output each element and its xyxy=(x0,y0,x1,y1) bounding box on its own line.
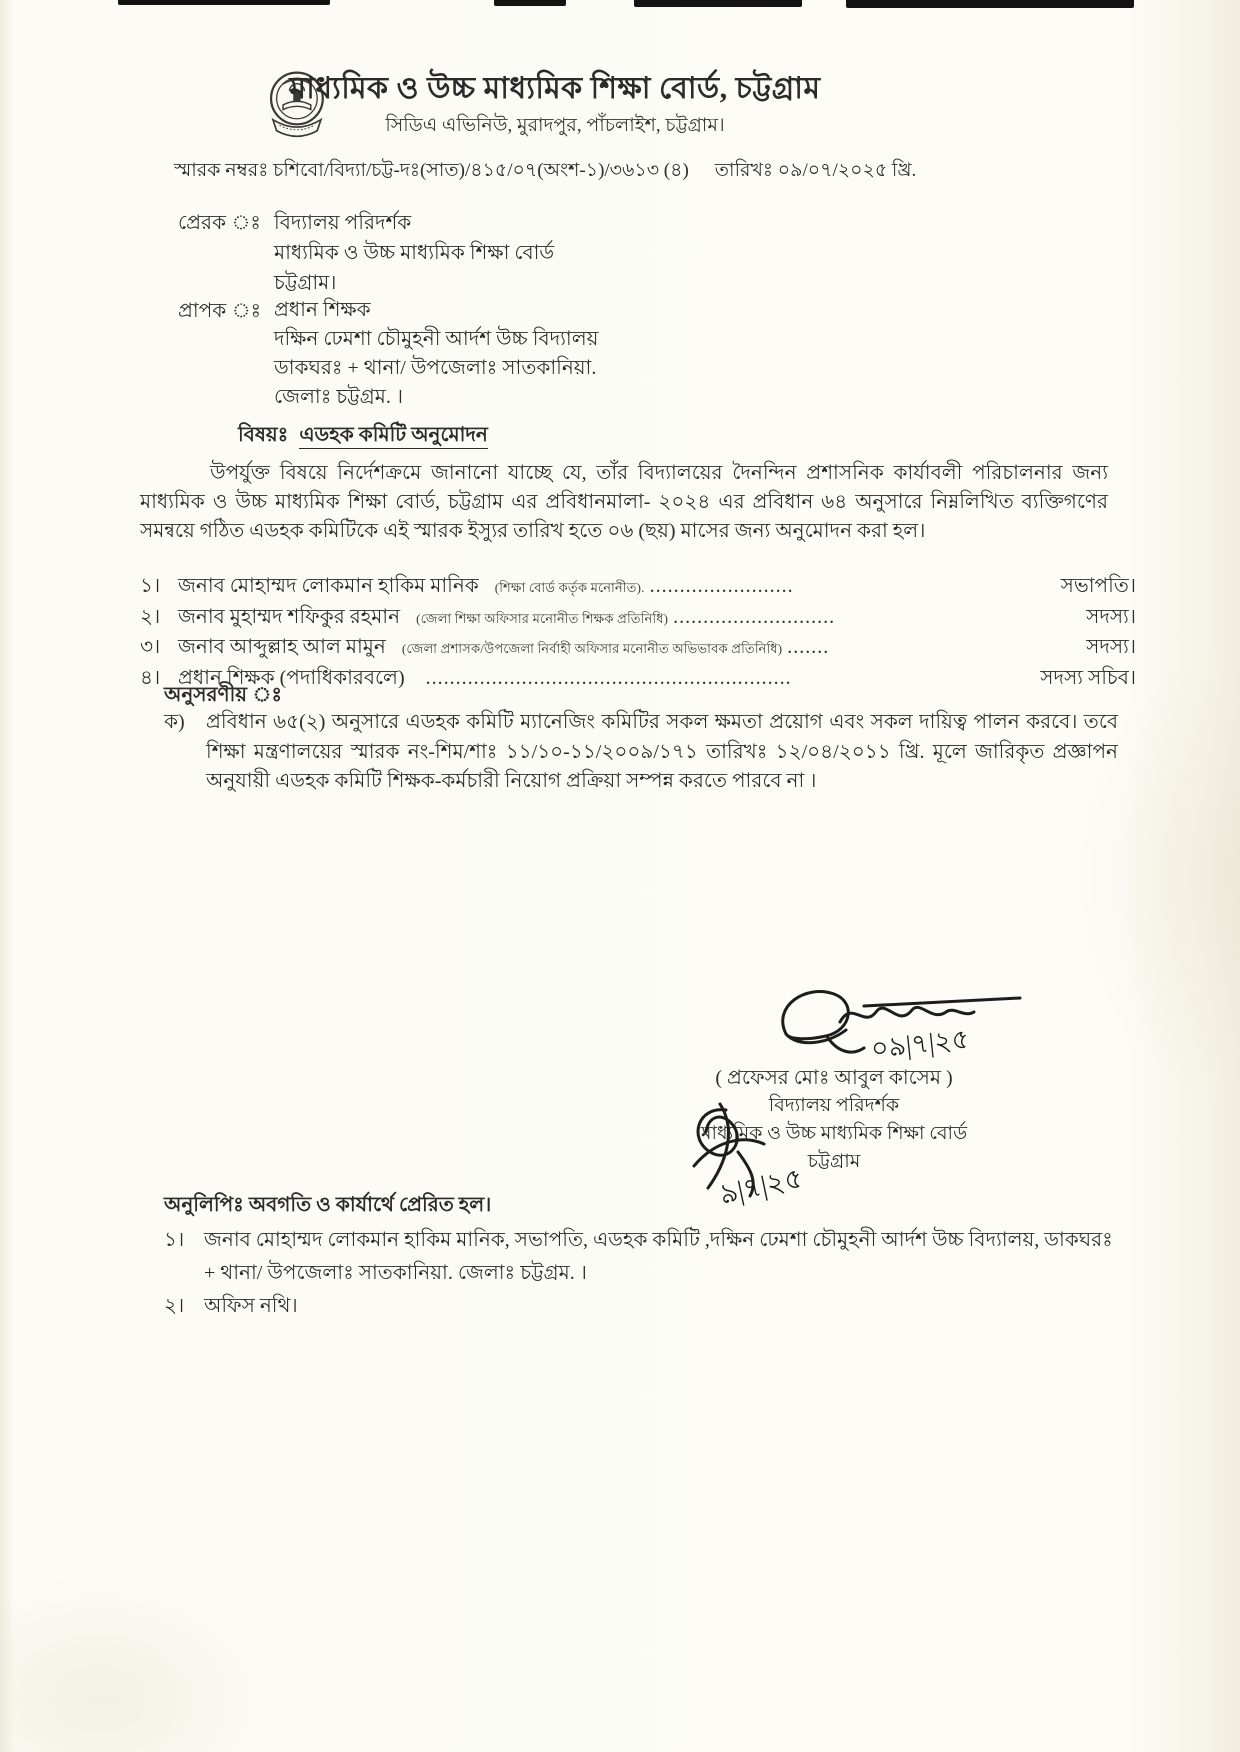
copies-heading: অনুলিপিঃ অবগতি ও কার্যার্থে প্রেরিত হল। xyxy=(164,1194,492,1216)
member-name: জনাব আব্দুল্লাহ আল মামুন xyxy=(178,636,386,658)
copies-list xyxy=(164,1224,1116,1323)
dotted-leader: ....... xyxy=(787,636,830,658)
board-name: মাধ্যমিক ও উচ্চ মাধ্যমিক শিক্ষা বোর্ড, চট্টগ্রাম xyxy=(289,72,821,105)
copy-row xyxy=(164,1290,1116,1323)
recipient-line: দক্ষিন ঢেমশা চৌমুহনী আর্দশ উচ্চ বিদ্যালয় xyxy=(274,328,599,350)
recipient-line: প্রধান শিক্ষক xyxy=(274,299,371,321)
committee-row xyxy=(140,664,1136,693)
copy-serial: ১। xyxy=(164,1229,185,1251)
signatory-title: বিদ্যালয় পরিদর্শক xyxy=(768,1095,900,1116)
recipient-lines xyxy=(274,296,598,412)
recipient-label: প্রাপক ঃ xyxy=(178,300,262,322)
follow-item-text: প্রবিধান ৬৫(২) অনুসারে এডহক কমিটি ম্যানেজিং কমিটির সকল ক্ষমতা প্রয়োগ এবং সকল দায়িত্ব পালন করবে। তবে শিক্ষা মন্ত্রণালয়ের স্মারক নং-শিম/শাঃ ১১/১০-১১/২০০৯/১৭১ তারিখঃ ১২/০৪/২০১১ খ্রি. মূলে জারিকৃত প্রজ্ঞাপন অনুযায়ী এডহক কমিটি শিক্ষক-কর্মচারী নিয়োগ প্রক্রিয়া সম্পন্ন করতে পারবে না । xyxy=(206,711,1118,792)
member-name: জনাব মোহাম্মদ লোকমান হাকিম মানিক xyxy=(178,575,479,597)
copy-serial: ২। xyxy=(164,1295,185,1317)
committee-row xyxy=(140,572,1136,603)
signatory-city: চট্টগ্রাম xyxy=(807,1151,861,1172)
sender-line: বিদ্যালয় পরিদর্শক xyxy=(274,212,412,234)
sender-lines xyxy=(274,208,554,298)
subject-line xyxy=(238,420,488,453)
scan-artifact xyxy=(118,0,330,5)
sender-label: প্রেরক ঃ xyxy=(178,212,261,234)
member-role: সদস্য। xyxy=(1086,605,1136,628)
row-serial: ৪। xyxy=(140,666,161,689)
signatory-name: ( প্রফেসর মোঃ আবুল কাসেম ) xyxy=(715,1067,953,1089)
row-serial: ১। xyxy=(140,575,161,597)
sender-line: চট্টগ্রাম। xyxy=(274,272,337,294)
copy-row xyxy=(164,1224,1116,1290)
signature-date-handwritten: ০৯|৭|২৫ xyxy=(869,1023,971,1064)
dotted-leader: ........................... xyxy=(673,605,836,628)
committee-row xyxy=(140,603,1136,634)
nomination-note: (শিক্ষা বোর্ড কর্তৃক মনোনীত). xyxy=(494,580,645,595)
nomination-note: (জেলা প্রশাসক/উপজেলা নির্বাহী অফিসার মনোনীত অভিভাবক প্রতিনিধি) xyxy=(401,641,783,656)
board-address: সিডিএ এভিনিউ, মুরাদপুর, পাঁচলাইশ, চট্টগ্রাম। xyxy=(385,115,725,136)
row-serial: ৩। xyxy=(140,636,161,658)
member-role: সদস্য। xyxy=(1086,636,1136,658)
recipient-line: জেলাঃ চট্টগ্রম. । xyxy=(274,386,404,408)
signature-scribble xyxy=(768,978,1038,1070)
follow-item-label: ক) xyxy=(164,711,185,733)
dotted-leader: ........................ xyxy=(649,575,794,597)
scan-artifact xyxy=(846,0,1134,8)
body-paragraph: উপর্যুক্ত বিষয়ে নির্দেশক্রমে জানানো যাচ্ছে যে, তাঁর বিদ্যালয়ের দৈনন্দিন প্রশাসনিক কার্যাবলী পরিচালনার জন্য মাধ্যমিক ও উচ্চ মাধ্যমিক শিক্ষা বোর্ড, চট্টগ্রাম এর প্রবিধানমালা- ২০২৪ এর প্রবিধান ৬৪ অনুসারে নিম্নলিখিত ব্যক্তিগণের সমন্বয়ে গঠিত এডহক কমিটিকে এই স্মারক ইস্যুর তারিখ হতে ০৬ (ছয়) মাসের জন্য অনুমোদন করা হল। xyxy=(140,462,1108,542)
nomination-note: (জেলা শিক্ষা অফিসার মনোনীত শিক্ষক প্রতিনিধি) xyxy=(416,610,669,626)
sender-block xyxy=(178,208,554,298)
signatory-org: মাধ্যমিক ও উচ্চ মাধ্যমিক শিক্ষা বোর্ড xyxy=(700,1123,968,1144)
committee-list xyxy=(140,572,1136,692)
copy-text: জনাব মোহাম্মদ লোকমান হাকিম মানিক, সভাপতি, এডহক কমিটি ,দক্ষিন ঢেমশা চৌমুহনী আর্দশ উচ্চ বিদ্যালয়, ডাকঘরঃ + থানা/ উপজেলাঃ সাতকানিয়া. জেলাঃ চট্টগ্রম. । xyxy=(204,1229,1113,1284)
secondary-signature-scribble xyxy=(680,1096,830,1221)
row-serial: ২। xyxy=(140,605,161,628)
scan-artifact xyxy=(494,0,566,6)
subject-label: বিষয়ঃ xyxy=(238,424,289,446)
member-name: প্রধান শিক্ষক (পদাধিকারবলে) xyxy=(178,666,405,689)
signature-block xyxy=(618,978,1050,1211)
recipient-block xyxy=(178,296,598,412)
member-role: সভাপতি। xyxy=(1060,575,1136,597)
memo-date: তারিখঃ ০৯/০৭/২০২৫ খ্রি. xyxy=(714,160,917,181)
dotted-leader: ............................................................. xyxy=(425,666,792,689)
scan-artifact xyxy=(634,0,802,7)
recipient-line: ডাকঘরঃ + থানা/ উপজেলাঃ সাতকানিয়া. xyxy=(274,357,597,379)
subject-text: এডহক কমিটি অনুমোদন xyxy=(299,424,488,449)
member-role: সদস্য সচিব। xyxy=(1040,666,1136,689)
follow-heading: অনুসরণীয় ঃ xyxy=(164,684,282,706)
secondary-signature-date: ৯|৭|২৫ xyxy=(717,1163,806,1211)
sender-line: মাধ্যমিক ও উচ্চ মাধ্যমিক শিক্ষা বোর্ড xyxy=(274,242,555,264)
member-name: জনাব মুহাম্মদ শফিকুর রহমান xyxy=(178,605,401,628)
follow-item xyxy=(164,708,1118,797)
copy-text: অফিস নথি। xyxy=(204,1295,298,1317)
memo-number: স্মারক নম্বরঃ চশিবো/বিদ্যা/চট্ট-দঃ(সাত)/৪১৫/০৭(অংশ-১)/৩৬১৩ (৪) xyxy=(174,160,689,181)
committee-row xyxy=(140,633,1136,664)
